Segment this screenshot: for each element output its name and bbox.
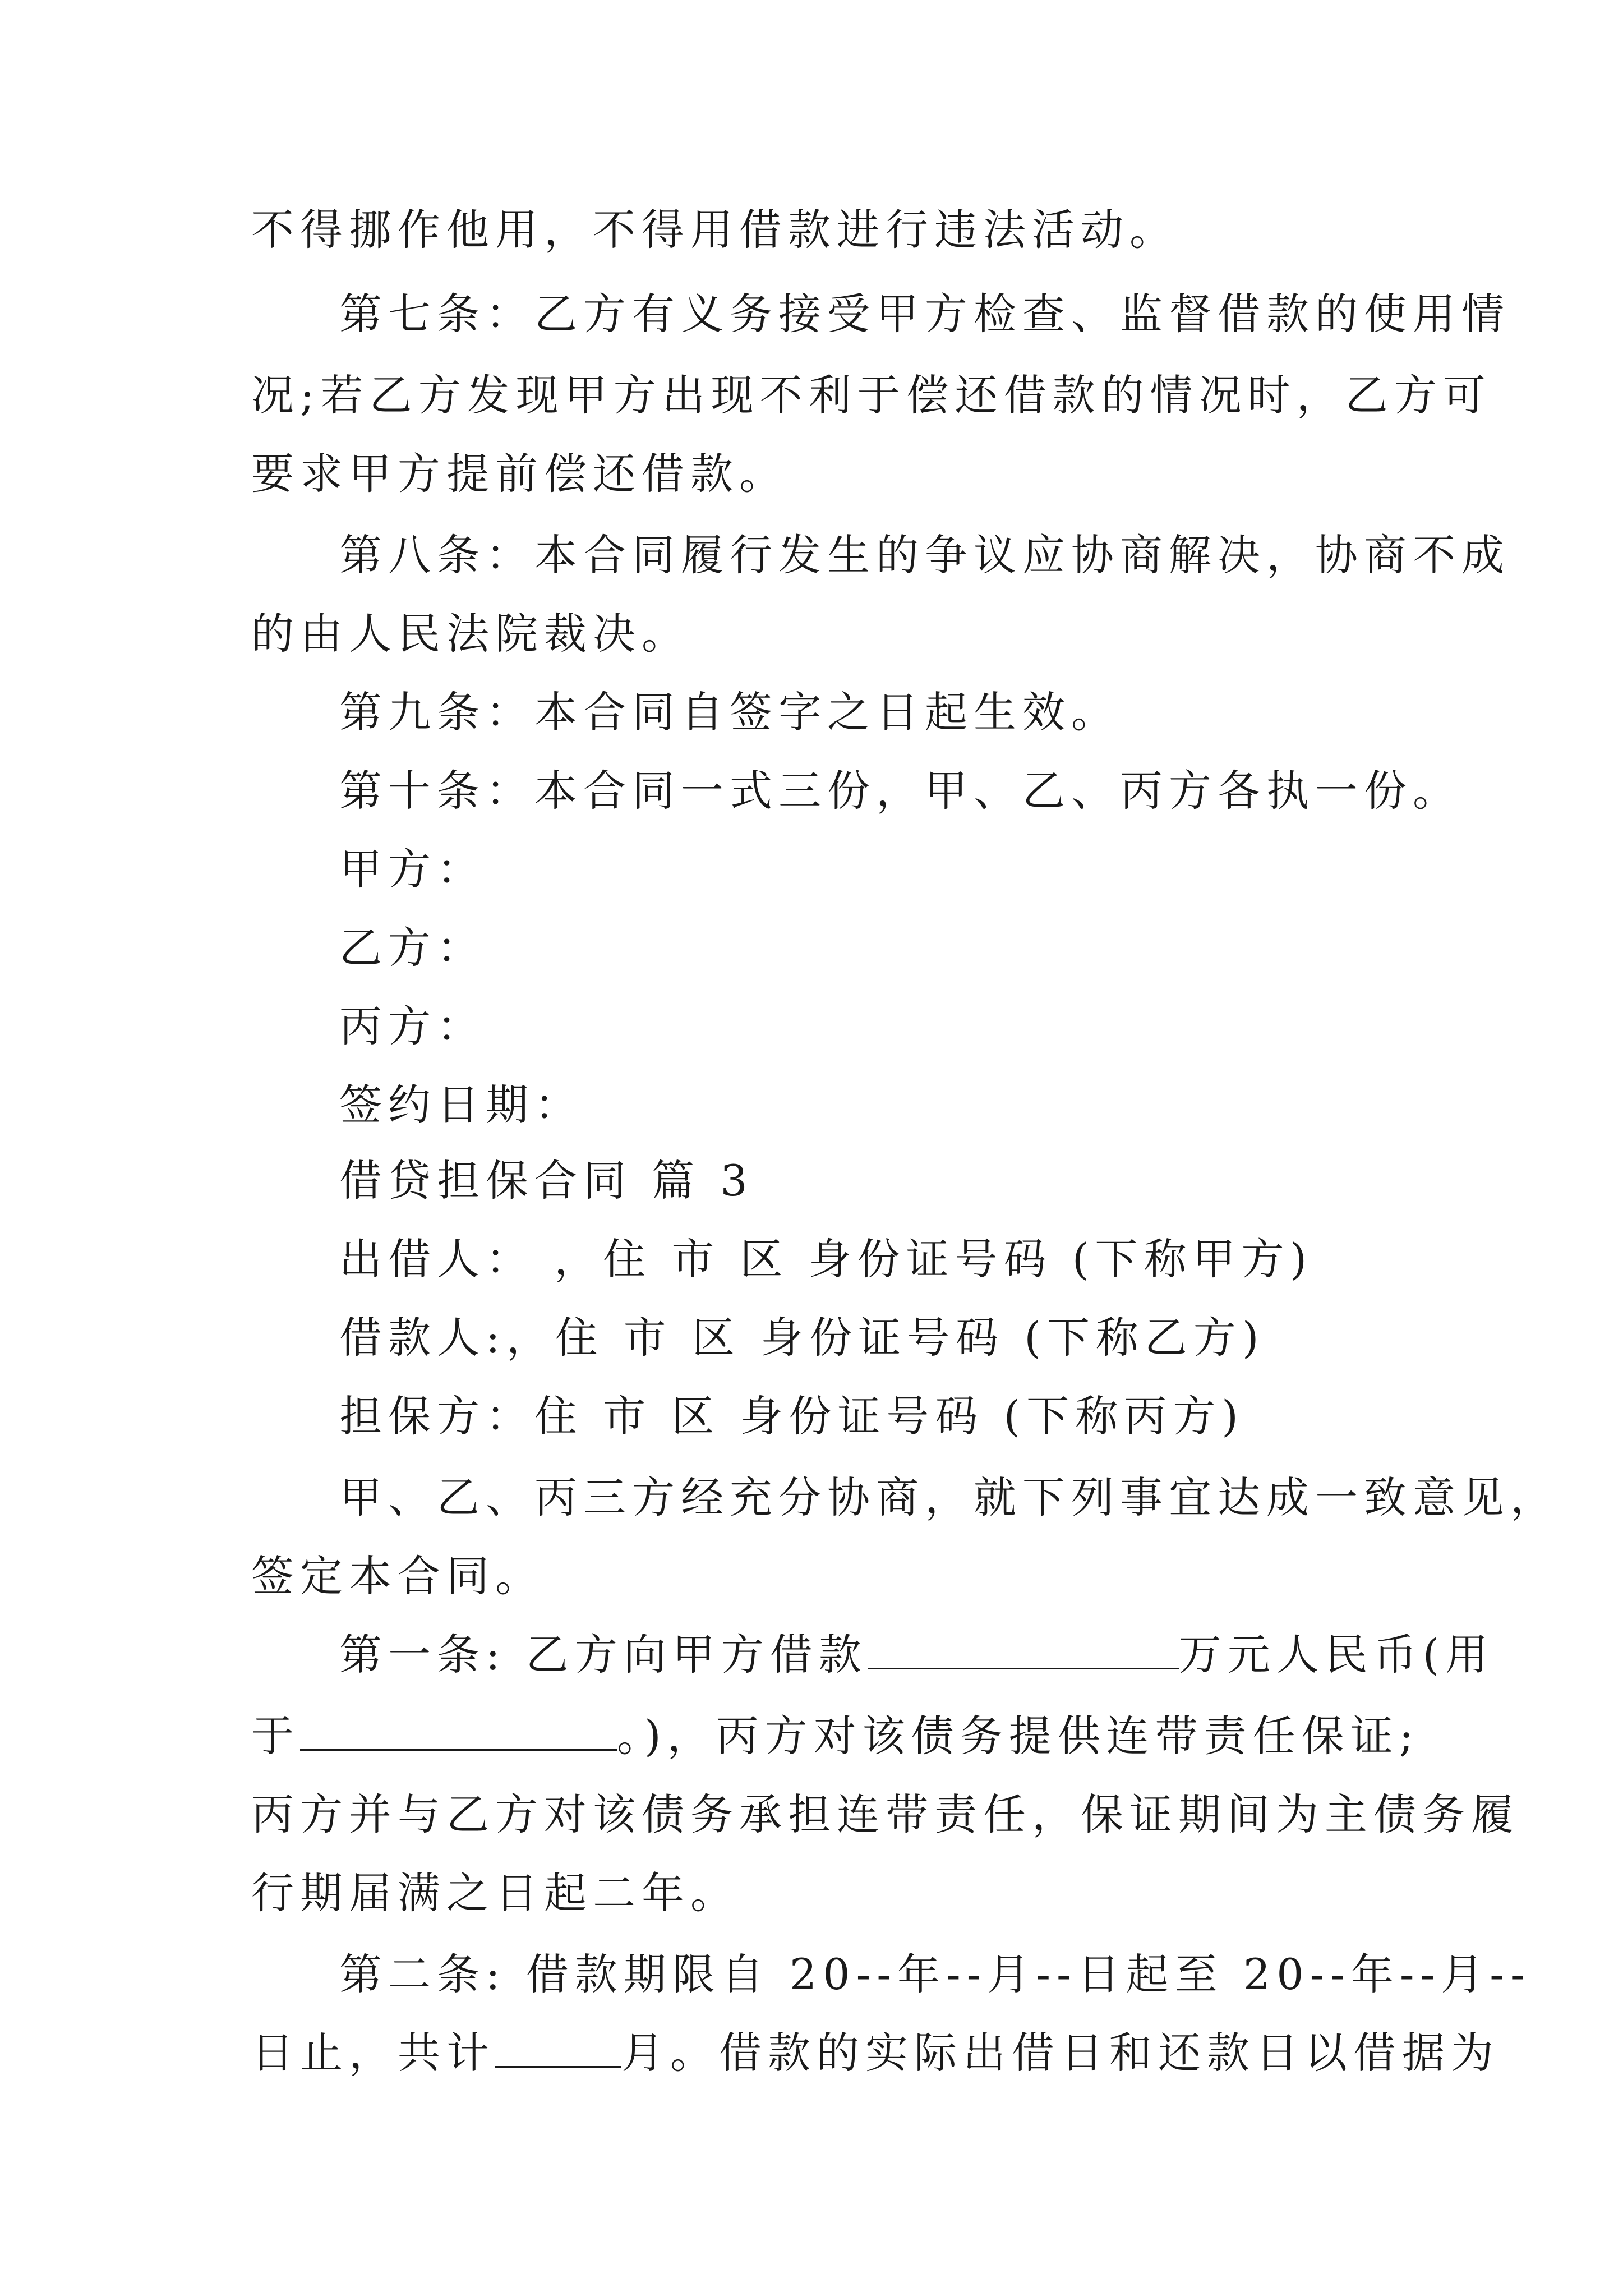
article-8-line-1: 第八条：本合同履行发生的争议应协商解决，协商不成 <box>339 530 1510 580</box>
text-line: 不得挪作他用，不得用借款进行违法活动。 <box>251 205 1178 255</box>
article-1-text-b: 万元人民币(用 <box>1178 1630 1495 1680</box>
article-2-line-1: 第二条: 借款期限自 20--年--月--日起至 20--年--月-- <box>339 1949 1531 1999</box>
lender-line: 出借人： ，住 市 区 身份证号码 (下称甲方) <box>339 1234 1313 1284</box>
article-1-line-1 <box>339 1630 1495 1680</box>
signing-date-label: 签约日期： <box>339 1080 583 1130</box>
article-7-line-1: 第七条：乙方有义务接受甲方检查、监督借款的使用情 <box>339 289 1510 339</box>
contract-heading: 借贷担保合同 篇 3 <box>339 1156 754 1205</box>
party-c-signature-label: 丙方： <box>339 1001 486 1051</box>
article-10: 第十条：本合同一式三份，甲、乙、丙方各执一份。 <box>339 766 1461 816</box>
party-a-signature-label: 甲方： <box>339 844 486 894</box>
article-2-text-b: 月。借款的实际出借日和还款日以借据为 <box>621 2028 1500 2078</box>
article-1-line-4: 行期届满之日起二年。 <box>251 1868 739 1918</box>
article-1-line-2 <box>251 1711 1420 1761</box>
loan-months-blank <box>495 2031 621 2068</box>
preamble-line-1: 甲、乙、丙三方经充分协商，就下列事宜达成一致意见， <box>339 1473 1559 1522</box>
article-1-line-3: 丙方并与乙方对该债务承担连带责任，保证期间为主债务履 <box>251 1789 1520 1839</box>
party-b-signature-label: 乙方： <box>339 923 486 973</box>
loan-purpose-blank <box>300 1714 617 1751</box>
article-2-text-a: 日止，共计 <box>251 2028 495 2078</box>
article-7-line-2: 况;若乙方发现甲方出现不利于偿还借款的情况时，乙方可 <box>251 370 1492 420</box>
article-1-text-a: 第一条: 乙方向甲方借款 <box>339 1630 868 1680</box>
preamble-line-2: 签定本合同。 <box>251 1551 544 1601</box>
article-8-line-2: 的由人民法院裁决。 <box>251 609 690 659</box>
article-1-text-c: 于 <box>251 1711 300 1761</box>
article-2-line-2 <box>251 2028 1500 2078</box>
article-7-line-3: 要求甲方提前偿还借款。 <box>251 449 788 499</box>
guarantor-line: 担保方：住 市 区 身份证号码 (下称丙方) <box>339 1391 1244 1441</box>
article-9: 第九条：本合同自签字之日起生效。 <box>339 687 1120 737</box>
loan-amount-blank <box>868 1633 1179 1669</box>
borrower-line: 借款人:，住 市 区 身份证号码 (下称乙方) <box>339 1313 1265 1363</box>
article-1-text-d: 。)，丙方对该债务提供连带责任保证; <box>617 1711 1420 1761</box>
